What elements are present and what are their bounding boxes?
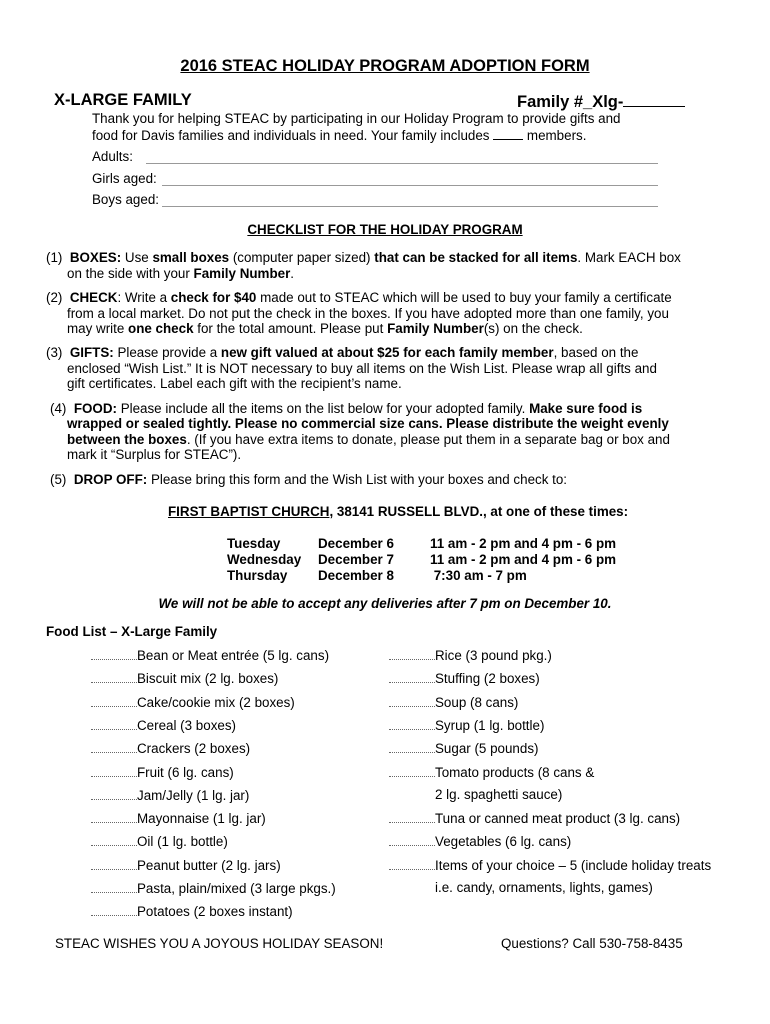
food-item-label: Tomato products (8 cans & [435, 764, 595, 780]
food-item [435, 880, 653, 896]
item-number: (2) [46, 290, 63, 305]
food-item [91, 787, 249, 804]
food-check-blank[interactable] [91, 764, 137, 777]
food-check-blank[interactable] [389, 717, 435, 730]
item-heading: DROP OFF: [73, 472, 148, 487]
footer-greeting: STEAC WISHES YOU A JOYOUS HOLIDAY SEASON! [55, 936, 384, 951]
food-item-label: Jam/Jelly (1 lg. jar) [137, 787, 250, 803]
food-item-label: Mayonnaise (1 lg. jar) [137, 811, 266, 827]
intro-members: members. [523, 128, 587, 143]
food-check-blank[interactable] [389, 647, 435, 660]
intro-text: food for Davis families and individuals in need. Your family includes [92, 128, 494, 143]
item-heading: GIFTS: [69, 345, 114, 360]
item-bold: Family Number [193, 266, 291, 281]
check-line-3 [67, 321, 583, 337]
item-text: Please provide a [113, 345, 221, 360]
item-bold: check for $40 [170, 290, 257, 305]
item-text: Please bring this form and the Wish List with your boxes and check to: [147, 472, 568, 487]
food-check-blank[interactable] [91, 694, 137, 707]
family-type: X-LARGE FAMILY [54, 91, 192, 109]
schedule-row [318, 552, 394, 568]
boxes-line-2 [67, 266, 294, 282]
food-item [389, 810, 680, 827]
item-number: (3) [46, 345, 63, 360]
item-number: (4) [50, 401, 67, 416]
food-item [91, 857, 281, 874]
food-check-blank[interactable] [91, 833, 137, 846]
food-check-blank[interactable] [91, 857, 137, 870]
food-check-blank[interactable] [91, 670, 137, 683]
schedule-date: December 6 [318, 536, 394, 551]
schedule-day: Tuesday [227, 536, 281, 551]
food-item [389, 694, 518, 711]
item-text: Please include all the items on the list below for your adopted family. [116, 401, 530, 416]
schedule-day: Thursday [227, 568, 288, 583]
adults-label: Adults: [92, 149, 133, 164]
schedule-row [318, 536, 394, 552]
food-check-blank[interactable] [389, 857, 435, 870]
item-text: . [290, 266, 295, 281]
item-heading: FOOD: [73, 401, 117, 416]
schedule-row [430, 536, 616, 552]
food-item-label: Soup (8 cans) [435, 694, 519, 710]
item-bold: Family Number [387, 321, 484, 336]
dropoff-line [50, 472, 567, 488]
food-line-4: mark it “Surplus for STEAC”). [67, 447, 242, 462]
boys-label: Boys aged: [92, 192, 159, 207]
food-check-blank[interactable] [91, 740, 137, 753]
food-item-label: Sugar (5 pounds) [435, 741, 539, 757]
food-item [91, 764, 234, 781]
schedule-date: December 8 [318, 568, 394, 583]
food-check-blank[interactable] [91, 880, 137, 893]
food-item-label: Fruit (6 lg. cans) [137, 764, 234, 780]
food-item-label: Biscuit mix (2 lg. boxes) [137, 671, 279, 687]
gifts-line-2: enclosed “Wish List.” It is NOT necessary to buy all items on the Wish List. Please wrap all gifts and [67, 361, 657, 376]
schedule-row [318, 568, 394, 584]
item-bold: new gift valued at about $25 for each family member [220, 345, 554, 360]
members-count-blank[interactable] [493, 127, 523, 140]
food-check-blank[interactable] [389, 694, 435, 707]
food-item-label: Items of your choice – 5 (include holiday treats [435, 857, 712, 873]
food-item [389, 670, 540, 687]
food-check-blank[interactable] [389, 833, 435, 846]
intro-line-1: Thank you for helping STEAC by participating in our Holiday Program to provide gifts and [92, 111, 621, 126]
food-item [435, 787, 562, 803]
dropoff-location [168, 504, 628, 520]
food-item [91, 694, 295, 711]
food-item [91, 810, 266, 827]
family-number-blank[interactable] [623, 92, 685, 107]
food-item [91, 880, 336, 897]
item-text: (s) on the check. [483, 321, 583, 336]
food-item [389, 740, 538, 757]
check-line-1 [46, 290, 672, 306]
church-name: FIRST BAPTIST CHURCH [168, 504, 330, 519]
item-heading: BOXES: [69, 250, 122, 265]
item-text: (computer paper sized) [229, 250, 375, 265]
boxes-line-1 [46, 250, 681, 266]
schedule-day: Wednesday [227, 552, 302, 567]
food-item-label: Stuffing (2 boxes) [435, 671, 540, 687]
food-item-label: Potatoes (2 boxes instant) [137, 904, 293, 920]
schedule-date: December 7 [318, 552, 394, 567]
footer-contact: Questions? Call 530-758-8435 [501, 936, 683, 951]
food-list-title: Food List – X-Large Family [46, 624, 218, 639]
check-line-2: from a local market. Do not put the check in the boxes. If you have adopted more than one family, you [67, 306, 669, 321]
food-item-label: Cereal (3 boxes) [137, 717, 236, 733]
food-item-label: Tuna or canned meat product (3 lg. cans) [435, 811, 681, 827]
item-bold: small boxes [152, 250, 230, 265]
deadline-notice: We will not be able to accept any deliveries after 7 pm on December 10. [158, 596, 612, 611]
girls-field[interactable] [162, 185, 658, 186]
boys-field[interactable] [162, 206, 658, 207]
food-item [91, 670, 278, 687]
girls-label: Girls aged: [92, 171, 157, 186]
food-item [91, 717, 236, 734]
food-item-label: i.e. candy, ornaments, lights, games) [435, 880, 653, 895]
food-item [91, 647, 329, 664]
food-item [389, 647, 552, 664]
food-check-blank[interactable] [91, 810, 137, 823]
item-bold: one check [128, 321, 194, 336]
schedule-row [227, 568, 287, 584]
food-item-label: Crackers (2 boxes) [137, 741, 251, 757]
food-check-blank[interactable] [389, 764, 435, 777]
food-check-blank[interactable] [389, 740, 435, 753]
food-item-label: Vegetables (6 lg. cans) [435, 834, 572, 850]
food-check-blank[interactable] [91, 787, 137, 800]
item-text: Use [121, 250, 153, 265]
item-text: , based on the [553, 345, 639, 360]
item-text: . Mark EACH box [577, 250, 681, 265]
food-item-label: Cake/cookie mix (2 boxes) [137, 694, 295, 710]
intro-line-2 [92, 127, 586, 144]
food-item-label: Oil (1 lg. bottle) [137, 834, 228, 850]
food-check-blank[interactable] [91, 903, 137, 916]
food-check-blank[interactable] [389, 810, 435, 823]
food-item [91, 740, 250, 757]
food-item-label: 2 lg. spaghetti sauce) [435, 786, 563, 802]
adults-field[interactable] [146, 163, 658, 164]
schedule-row [227, 552, 301, 568]
food-item [389, 833, 571, 850]
food-line-2: wrapped or sealed tightly. Please no commercial size cans. Please distribute the weight evenly [67, 416, 669, 431]
food-item-label: Peanut butter (2 lg. jars) [137, 857, 281, 873]
schedule-row [227, 536, 280, 552]
food-item [389, 717, 544, 734]
church-address: , 38141 RUSSELL BLVD., at one of these times: [329, 504, 629, 519]
item-number: (5) [50, 472, 67, 487]
food-check-blank[interactable] [389, 670, 435, 683]
schedule-time: 11 am - 2 pm and 4 pm - 6 pm [430, 536, 617, 551]
item-text: : Write a [117, 290, 171, 305]
gifts-line-3: gift certificates. Label each gift with the recipient’s name. [67, 376, 402, 391]
family-number [517, 92, 685, 110]
item-text: on the side with your [67, 266, 194, 281]
food-line-1 [50, 401, 642, 417]
item-heading: CHECK [69, 290, 118, 305]
checklist-title: CHECKLIST FOR THE HOLIDAY PROGRAM [247, 222, 523, 237]
item-text: . (If you have extra items to donate, please put them in a separate bag or box and [186, 432, 670, 447]
item-text: for the total amount. Please put [193, 321, 388, 336]
item-text: may write [67, 321, 129, 336]
schedule-row [430, 552, 616, 568]
item-text: made out to STEAC which will be used to buy your family a certificate [256, 290, 672, 305]
food-item [389, 857, 711, 874]
food-item [91, 833, 228, 850]
item-bold: that can be stacked for all items [374, 250, 578, 265]
item-number: (1) [46, 250, 63, 265]
food-line-3 [67, 432, 670, 448]
schedule-row [430, 568, 527, 584]
family-number-label: Family #_Xlg- [517, 93, 624, 111]
food-check-blank[interactable] [91, 717, 137, 730]
schedule-time: 11 am - 2 pm and 4 pm - 6 pm [430, 552, 617, 567]
item-bold: Make sure food is [529, 401, 643, 416]
food-item [91, 903, 293, 920]
food-item-label: Rice (3 pound pkg.) [435, 648, 552, 663]
food-item [389, 764, 594, 781]
schedule-time: 7:30 am - 7 pm [430, 568, 527, 583]
food-item-label: Pasta, plain/mixed (3 large pkgs.) [137, 881, 336, 896]
gifts-line-1 [46, 345, 638, 361]
item-bold: between the boxes [67, 432, 187, 447]
food-check-blank[interactable] [91, 647, 137, 660]
form-title: 2016 STEAC HOLIDAY PROGRAM ADOPTION FORM [180, 57, 590, 75]
food-item-label: Syrup (1 lg. bottle) [435, 717, 545, 733]
food-item-label: Bean or Meat entrée (5 lg. cans) [137, 648, 330, 663]
